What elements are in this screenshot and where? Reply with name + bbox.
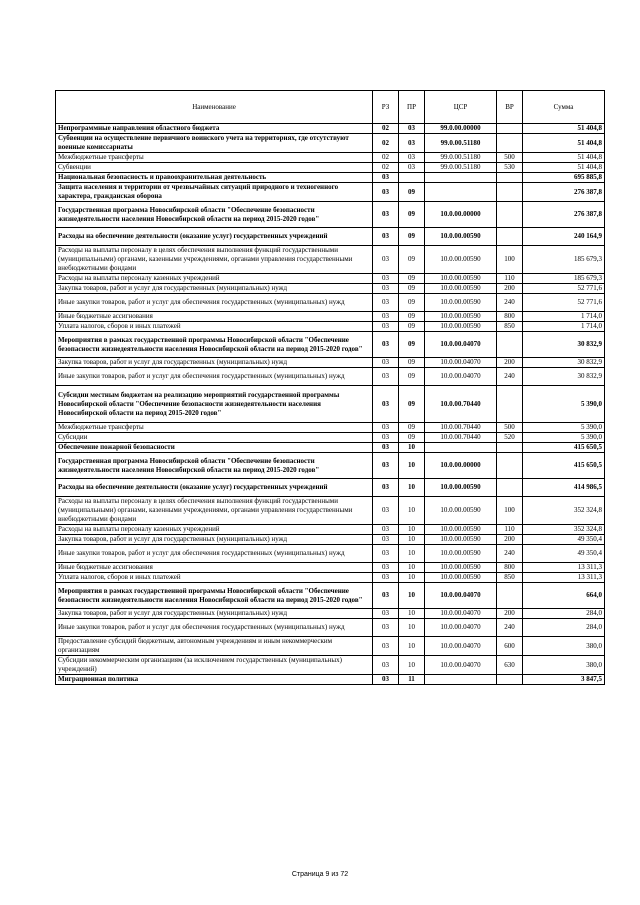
- table-row: [56, 535, 605, 545]
- row-rz: 02: [373, 134, 399, 153]
- row-sum: 30 832,9: [523, 358, 605, 368]
- row-sum: 276 387,8: [523, 202, 605, 228]
- row-csr: 10.0.00.00000: [425, 202, 497, 228]
- row-rz: 03: [373, 294, 399, 312]
- header-rz: РЗ: [373, 91, 399, 124]
- row-name: Расходы на выплаты персоналу казенных учреждений: [56, 274, 373, 284]
- row-rz: 02: [373, 124, 399, 134]
- table-row: [56, 368, 605, 386]
- table-row: [56, 284, 605, 294]
- row-rz: 02: [373, 153, 399, 163]
- row-pr: 10: [399, 453, 425, 479]
- row-vr: [497, 228, 523, 246]
- row-rz: 03: [373, 675, 399, 685]
- row-name: Мероприятия в рамках государственной программы Новосибирской области "Обеспечение безопасности жизнедеятельности населения Новосибирской области на период 2015-2020 годов": [56, 583, 373, 609]
- row-pr: 09: [399, 228, 425, 246]
- row-vr: [497, 675, 523, 685]
- row-pr: 10: [399, 619, 425, 637]
- row-sum: 30 832,9: [523, 332, 605, 358]
- table-row: [56, 183, 605, 202]
- row-name: Иные бюджетные ассигнования: [56, 312, 373, 322]
- row-csr: 10.0.00.04070: [425, 583, 497, 609]
- row-pr: 10: [399, 545, 425, 563]
- row-vr: 200: [497, 609, 523, 619]
- table-row: [56, 675, 605, 685]
- row-sum: 52 771,6: [523, 294, 605, 312]
- row-rz: 03: [373, 453, 399, 479]
- row-pr: 03: [399, 134, 425, 153]
- row-pr: 09: [399, 332, 425, 358]
- row-csr: 10.0.00.04070: [425, 332, 497, 358]
- row-pr: [399, 173, 425, 183]
- table-row: [56, 563, 605, 573]
- row-vr: [497, 134, 523, 153]
- row-vr: [497, 443, 523, 453]
- row-pr: 03: [399, 124, 425, 134]
- row-vr: 600: [497, 637, 523, 656]
- row-pr: 09: [399, 433, 425, 443]
- row-csr: 10.0.00.00590: [425, 274, 497, 284]
- row-pr: 10: [399, 563, 425, 573]
- row-name: Расходы на выплаты персоналу в целях обеспечения выполнения функций государственными (муниципальными) органами, казенными учреждениями, органами управления государственными внебюджетными фондами: [56, 497, 373, 525]
- row-pr: 03: [399, 163, 425, 173]
- row-name: Межбюджетные трансферты: [56, 423, 373, 433]
- row-name: Иные закупки товаров, работ и услуг для обеспечения государственных (муниципальных) нужд: [56, 294, 373, 312]
- row-pr: 09: [399, 246, 425, 274]
- row-rz: 03: [373, 386, 399, 423]
- row-sum: 276 387,8: [523, 183, 605, 202]
- row-sum: 284,0: [523, 609, 605, 619]
- row-pr: 03: [399, 153, 425, 163]
- row-pr: 09: [399, 368, 425, 386]
- row-name: Субвенции: [56, 163, 373, 173]
- row-rz: 03: [373, 443, 399, 453]
- row-sum: 51 404,8: [523, 163, 605, 173]
- row-sum: 240 164,9: [523, 228, 605, 246]
- table-row: [56, 124, 605, 134]
- row-pr: 11: [399, 675, 425, 685]
- row-sum: 380,0: [523, 637, 605, 656]
- row-vr: [497, 583, 523, 609]
- row-vr: [497, 386, 523, 423]
- row-rz: 03: [373, 312, 399, 322]
- table-row: [56, 637, 605, 656]
- row-rz: 03: [373, 563, 399, 573]
- row-sum: 415 650,5: [523, 443, 605, 453]
- row-vr: [497, 202, 523, 228]
- row-csr: [425, 675, 497, 685]
- row-name: Расходы на выплаты персоналу в целях обеспечения выполнения функций государственными (муниципальными) органами, казенными учреждениями, органами управления государственными внебюджетными фондами: [56, 246, 373, 274]
- row-name: Предоставление субсидий бюджетным, автономным учреждениям и иным некоммерческим организациям: [56, 637, 373, 656]
- table-row: [56, 545, 605, 563]
- row-vr: 850: [497, 322, 523, 332]
- row-sum: 380,0: [523, 656, 605, 675]
- row-rz: 03: [373, 358, 399, 368]
- row-csr: 99.0.00.00000: [425, 124, 497, 134]
- row-pr: 09: [399, 386, 425, 423]
- row-csr: 10.0.00.00590: [425, 573, 497, 583]
- table-row: [56, 153, 605, 163]
- row-pr: 10: [399, 535, 425, 545]
- row-csr: 10.0.00.00590: [425, 563, 497, 573]
- row-sum: 5 390,0: [523, 423, 605, 433]
- page-number: Страница 9 из 72: [291, 871, 349, 878]
- table-row: [56, 312, 605, 322]
- row-csr: 10.0.00.04070: [425, 637, 497, 656]
- row-name: Мероприятия в рамках государственной программы Новосибирской области "Обеспечение безопасности жизнедеятельности населения Новосибирской области на период 2015-2020 годов": [56, 332, 373, 358]
- row-rz: 03: [373, 322, 399, 332]
- row-sum: 414 986,5: [523, 479, 605, 497]
- row-name: Иные закупки товаров, работ и услуг для обеспечения государственных (муниципальных) нужд: [56, 619, 373, 637]
- row-rz: 03: [373, 637, 399, 656]
- row-pr: 10: [399, 443, 425, 453]
- row-sum: 52 771,6: [523, 284, 605, 294]
- table-row: [56, 386, 605, 423]
- row-sum: 13 311,3: [523, 573, 605, 583]
- row-rz: 03: [373, 609, 399, 619]
- row-rz: 03: [373, 535, 399, 545]
- row-sum: 185 679,3: [523, 246, 605, 274]
- row-name: Миграционная политика: [56, 675, 373, 685]
- row-csr: 10.0.00.04070: [425, 358, 497, 368]
- row-sum: 3 847,5: [523, 675, 605, 685]
- row-csr: 10.0.00.00590: [425, 312, 497, 322]
- row-pr: 09: [399, 274, 425, 284]
- row-name: Государственная программа Новосибирской области "Обеспечение безопасности жизнедеятельности населения Новосибирской области на период 2015-2020 годов": [56, 453, 373, 479]
- row-sum: 51 404,8: [523, 134, 605, 153]
- row-name: Национальная безопасность и правоохранительная деятельность: [56, 173, 373, 183]
- row-rz: 03: [373, 583, 399, 609]
- row-csr: 10.0.00.70440: [425, 433, 497, 443]
- row-rz: 03: [373, 433, 399, 443]
- table-row: [56, 358, 605, 368]
- row-vr: [497, 183, 523, 202]
- table-row: [56, 479, 605, 497]
- row-csr: 10.0.00.00590: [425, 322, 497, 332]
- row-rz: 03: [373, 619, 399, 637]
- table-row: [56, 228, 605, 246]
- row-csr: 99.0.00.51180: [425, 134, 497, 153]
- row-sum: 415 650,5: [523, 453, 605, 479]
- row-sum: 352 324,8: [523, 525, 605, 535]
- row-csr: 10.0.00.00000: [425, 453, 497, 479]
- row-vr: [497, 124, 523, 134]
- row-name: Уплата налогов, сборов и иных платежей: [56, 322, 373, 332]
- row-csr: [425, 183, 497, 202]
- row-rz: 03: [373, 423, 399, 433]
- row-name: Субсидии некоммерческим организациям (за исключением государственных (муниципальных) учреждений): [56, 656, 373, 675]
- row-name: Иные бюджетные ассигнования: [56, 563, 373, 573]
- row-csr: 10.0.00.04070: [425, 619, 497, 637]
- row-csr: 99.0.00.51180: [425, 153, 497, 163]
- row-sum: 13 311,3: [523, 563, 605, 573]
- row-sum: 695 885,8: [523, 173, 605, 183]
- row-vr: 850: [497, 573, 523, 583]
- row-csr: [425, 173, 497, 183]
- row-name: Иные закупки товаров, работ и услуг для обеспечения государственных (муниципальных) нужд: [56, 368, 373, 386]
- row-vr: 110: [497, 274, 523, 284]
- header-name: Наименование: [56, 91, 373, 124]
- row-vr: 240: [497, 294, 523, 312]
- row-sum: 352 324,8: [523, 497, 605, 525]
- row-rz: 03: [373, 573, 399, 583]
- table-row: [56, 332, 605, 358]
- row-csr: 10.0.00.04070: [425, 656, 497, 675]
- row-vr: 500: [497, 153, 523, 163]
- row-rz: 03: [373, 368, 399, 386]
- row-vr: 520: [497, 433, 523, 443]
- row-sum: 5 390,0: [523, 386, 605, 423]
- table-row: [56, 619, 605, 637]
- table-row: [56, 453, 605, 479]
- table-row: [56, 443, 605, 453]
- row-csr: 10.0.00.00590: [425, 497, 497, 525]
- row-vr: 800: [497, 312, 523, 322]
- budget-table: [55, 90, 605, 685]
- row-name: Иные закупки товаров, работ и услуг для обеспечения государственных (муниципальных) нужд: [56, 545, 373, 563]
- row-sum: 1 714,0: [523, 312, 605, 322]
- table-body: [56, 124, 605, 685]
- row-name: Закупка товаров, работ и услуг для государственных (муниципальных) нужд: [56, 535, 373, 545]
- table-row: [56, 497, 605, 525]
- row-rz: 02: [373, 163, 399, 173]
- row-rz: 03: [373, 497, 399, 525]
- row-vr: 110: [497, 525, 523, 535]
- row-sum: 51 404,8: [523, 153, 605, 163]
- table-row: [56, 202, 605, 228]
- row-rz: 03: [373, 202, 399, 228]
- row-name: Государственная программа Новосибирской области "Обеспечение безопасности жизнедеятельности населения Новосибирской области на период 2015-2020 годов": [56, 202, 373, 228]
- row-vr: 100: [497, 246, 523, 274]
- row-name: Обеспечение пожарной безопасности: [56, 443, 373, 453]
- row-vr: 240: [497, 619, 523, 637]
- row-sum: 1 714,0: [523, 322, 605, 332]
- table-row: [56, 525, 605, 535]
- row-sum: 49 350,4: [523, 535, 605, 545]
- row-rz: 03: [373, 246, 399, 274]
- row-rz: 03: [373, 183, 399, 202]
- table-row: [56, 134, 605, 153]
- row-name: Субсидии: [56, 433, 373, 443]
- row-vr: 800: [497, 563, 523, 573]
- row-name: Закупка товаров, работ и услуг для государственных (муниципальных) нужд: [56, 358, 373, 368]
- row-name: Субсидии местным бюджетам на реализацию мероприятий государственной программы Новосибирской области "Обеспечение безопасности жизнедеятельности населения Новосибирской области на период 2015-2020 годов": [56, 386, 373, 423]
- row-sum: 185 679,3: [523, 274, 605, 284]
- row-rz: 03: [373, 173, 399, 183]
- row-csr: 10.0.00.00590: [425, 545, 497, 563]
- row-csr: 10.0.00.00590: [425, 284, 497, 294]
- row-name: Уплата налогов, сборов и иных платежей: [56, 573, 373, 583]
- row-name: Субвенции на осуществление первичного воинского учета на территориях, где отсутствуют военные комиссариаты: [56, 134, 373, 153]
- table-row: [56, 609, 605, 619]
- row-vr: [497, 332, 523, 358]
- table-row: [56, 294, 605, 312]
- row-vr: [497, 173, 523, 183]
- row-sum: 30 832,9: [523, 368, 605, 386]
- row-pr: 09: [399, 183, 425, 202]
- table-row: [56, 274, 605, 284]
- row-pr: 10: [399, 479, 425, 497]
- row-vr: 630: [497, 656, 523, 675]
- row-name: Непрограммные направления областного бюджета: [56, 124, 373, 134]
- row-vr: 200: [497, 535, 523, 545]
- row-pr: 10: [399, 609, 425, 619]
- header-csr: ЦСР: [425, 91, 497, 124]
- row-vr: [497, 479, 523, 497]
- row-sum: 664,0: [523, 583, 605, 609]
- row-vr: [497, 453, 523, 479]
- row-rz: 03: [373, 545, 399, 563]
- row-name: Защита населения и территории от чрезвычайных ситуаций природного и техногенного характера, гражданская оборона: [56, 183, 373, 202]
- header-vr: ВР: [497, 91, 523, 124]
- table-row: [56, 656, 605, 675]
- row-name: Закупка товаров, работ и услуг для государственных (муниципальных) нужд: [56, 609, 373, 619]
- row-csr: 10.0.00.04070: [425, 609, 497, 619]
- row-name: Расходы на обеспечение деятельности (оказание услуг) государственных учреждений: [56, 228, 373, 246]
- header-row: [56, 91, 605, 124]
- row-csr: 10.0.00.00590: [425, 228, 497, 246]
- row-vr: 100: [497, 497, 523, 525]
- table-row: [56, 583, 605, 609]
- row-name: Межбюджетные трансферты: [56, 153, 373, 163]
- row-csr: 99.0.00.51180: [425, 163, 497, 173]
- row-sum: 51 404,8: [523, 124, 605, 134]
- table-row: [56, 573, 605, 583]
- row-pr: 09: [399, 322, 425, 332]
- row-csr: 10.0.00.00590: [425, 294, 497, 312]
- row-pr: 09: [399, 358, 425, 368]
- row-rz: 03: [373, 228, 399, 246]
- row-csr: [425, 443, 497, 453]
- row-vr: 240: [497, 368, 523, 386]
- table-row: [56, 322, 605, 332]
- row-name: Расходы на обеспечение деятельности (оказание услуг) государственных учреждений: [56, 479, 373, 497]
- row-pr: 10: [399, 583, 425, 609]
- row-vr: 200: [497, 284, 523, 294]
- row-sum: 5 390,0: [523, 433, 605, 443]
- row-vr: 500: [497, 423, 523, 433]
- row-rz: 03: [373, 525, 399, 535]
- row-rz: 03: [373, 274, 399, 284]
- row-name: Расходы на выплаты персоналу казенных учреждений: [56, 525, 373, 535]
- row-pr: 09: [399, 202, 425, 228]
- row-name: Закупка товаров, работ и услуг для государственных (муниципальных) нужд: [56, 284, 373, 294]
- row-rz: 03: [373, 656, 399, 675]
- row-pr: 09: [399, 423, 425, 433]
- row-pr: 10: [399, 497, 425, 525]
- row-pr: 10: [399, 656, 425, 675]
- row-vr: 530: [497, 163, 523, 173]
- row-csr: 10.0.00.70440: [425, 423, 497, 433]
- row-csr: 10.0.00.00590: [425, 246, 497, 274]
- row-csr: 10.0.00.00590: [425, 525, 497, 535]
- row-rz: 03: [373, 284, 399, 294]
- row-vr: 200: [497, 358, 523, 368]
- row-csr: 10.0.00.04070: [425, 368, 497, 386]
- row-pr: 09: [399, 284, 425, 294]
- row-pr: 09: [399, 294, 425, 312]
- table-row: [56, 163, 605, 173]
- header-pr: ПР: [399, 91, 425, 124]
- row-rz: 03: [373, 332, 399, 358]
- row-sum: 284,0: [523, 619, 605, 637]
- table-row: [56, 246, 605, 274]
- row-pr: 09: [399, 312, 425, 322]
- row-csr: 10.0.00.00590: [425, 535, 497, 545]
- row-pr: 10: [399, 525, 425, 535]
- row-vr: 240: [497, 545, 523, 563]
- table-row: [56, 173, 605, 183]
- row-sum: 49 350,4: [523, 545, 605, 563]
- row-csr: 10.0.00.00590: [425, 479, 497, 497]
- row-pr: 10: [399, 637, 425, 656]
- row-rz: 03: [373, 479, 399, 497]
- header-sum: Сумма: [523, 91, 605, 124]
- table-row: [56, 433, 605, 443]
- row-csr: 10.0.00.70440: [425, 386, 497, 423]
- table-row: [56, 423, 605, 433]
- row-pr: 10: [399, 573, 425, 583]
